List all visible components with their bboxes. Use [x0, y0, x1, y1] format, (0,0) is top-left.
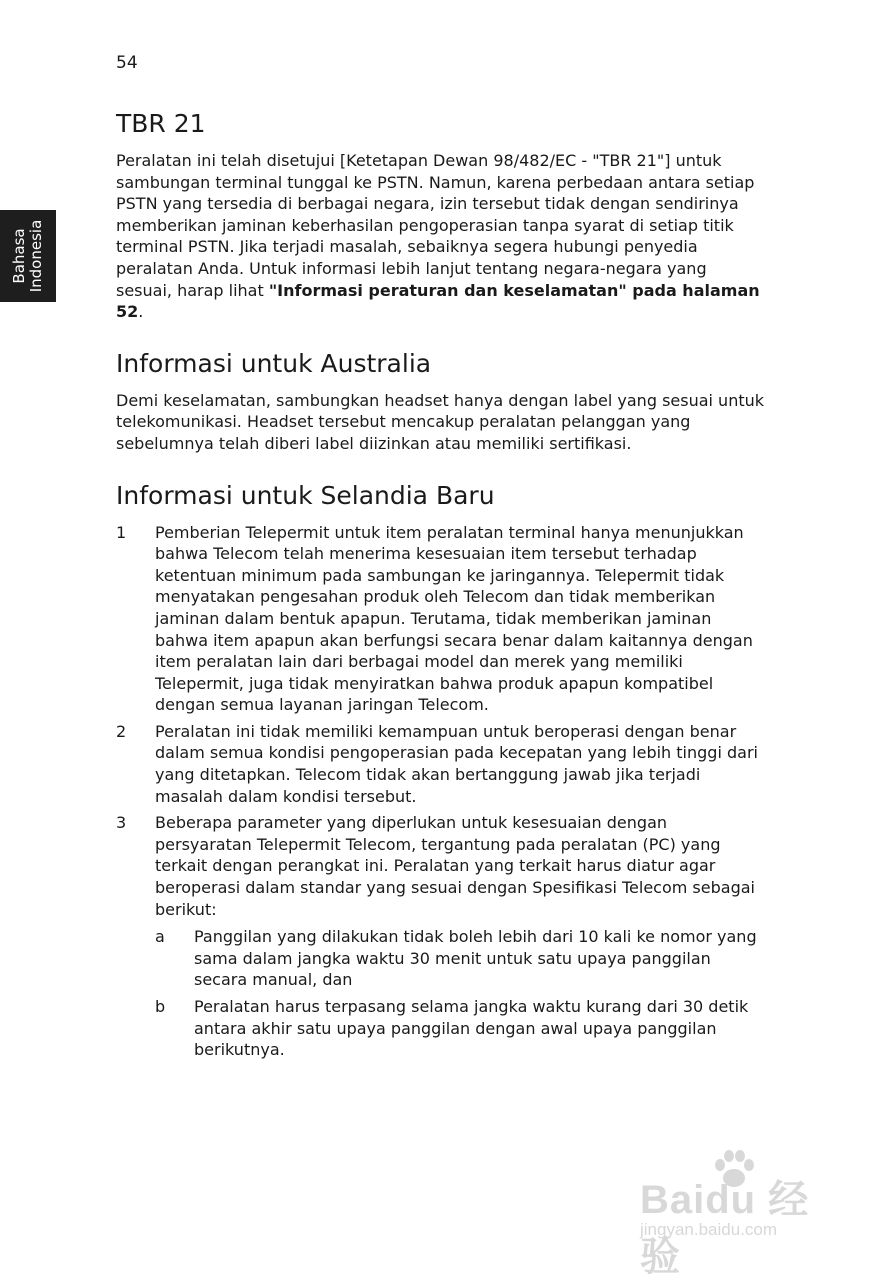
list-item	[116, 812, 764, 1061]
sub-list-item-text: Peralatan harus terpasang selama jangka waktu kurang dari 30 detik antara akhir satu upaya panggilan dengan awal upaya panggilan berikutnya.	[194, 997, 749, 1060]
list-item	[116, 721, 764, 807]
language-side-tab	[0, 210, 56, 302]
section-title-tbr21: TBR 21	[116, 109, 206, 138]
list-item-text: Pemberian Telepermit untuk item peralatan terminal hanya menunjukkan bahwa Telecom telah menerima kesesuaian item tersebut terhadap ketentuan minimum pada sambungan ke jaringannya. Telepermit tidak menyatakan pengesahan produk oleh Telecom dan tidak memberikan jaminan dalam bentuk apapun. Terutama, tidak memberikan jaminan bahwa item apapun akan berfungsi secara benar dalam kaitannya dengan item peralatan lain dari berbagai model dan merek yang memiliki Telepermit, juga tidak menyiratkan bahwa produk apapun kompatibel dengan semua layanan jaringan Telecom.	[155, 522, 753, 715]
side-tab-line-1: Bahasa	[10, 228, 28, 284]
watermark-logo-right: du 经验	[640, 1178, 810, 1279]
page-number: 54	[116, 53, 138, 73]
baidu-watermark	[640, 1148, 850, 1279]
section-title-australia: Informasi untuk Australia	[116, 348, 432, 378]
watermark-url: jingyan.baidu.com	[640, 1220, 778, 1239]
sub-list-item	[155, 926, 764, 991]
sub-list-item	[155, 996, 764, 1061]
side-tab-line-2: Indonesia	[27, 219, 45, 293]
tbr21-text-end: .	[138, 302, 144, 322]
list-item-text: Peralatan ini tidak memiliki kemampuan untuk beroperasi dengan benar dalam semua kondisi pengoperasian pada kecepatan yang lebih tinggi dari yang ditetapkan. Telecom tidak akan bertanggung jawab jika terjadi masalah dalam kondisi tersebut.	[155, 721, 758, 806]
watermark-logo-left: Bai	[640, 1178, 706, 1222]
australia-paragraph: Demi keselamatan, sambungkan headset hanya dengan label yang sesuai untuk telekomunikasi. Headset tersebut mencakup peralatan pelanggan yang sebelumnya telah diberi label diizinkan atau memiliki sertifikasi.	[116, 390, 765, 453]
new-zealand-list	[116, 522, 764, 1061]
list-item-number: 2	[116, 721, 127, 741]
sub-list-item-text: Panggilan yang dilakukan tidak boleh lebih dari 10 kali ke nomor yang sama dalam jangka waktu 30 menit untuk satu upaya panggilan secara manual, dan	[194, 927, 757, 990]
tbr21-text: Peralatan ini telah disetujui [Ketetapan Dewan 98/482/EC - "TBR 21"] untuk sambungan terminal tunggal ke PSTN. Namun, karena perbedaan antara setiap PSTN yang tersedia di berbagai negara, izin tersebut tidak dengan sendirinya memberikan jaminan keberhasilan pengoperasian tanpa syarat di setiap titik terminal PSTN. Jika terjadi masalah, sebaiknya segera hubungi penyedia peralatan Anda. Untuk informasi lebih lanjut tentang negara-negara yang sesuai, harap lihat	[116, 151, 755, 300]
list-item-number: 1	[116, 522, 127, 542]
sub-list	[155, 926, 764, 1061]
list-item-number: 3	[116, 813, 127, 833]
page-content	[116, 108, 764, 1066]
sub-list-item-letter: a	[155, 927, 165, 947]
list-item	[116, 522, 764, 716]
sub-list-item-letter: b	[155, 997, 166, 1016]
tbr21-paragraph	[116, 150, 764, 323]
cross-reference: "Informasi peraturan dan keselamatan" pada halaman 52	[116, 280, 760, 322]
language-side-tab-label	[11, 220, 45, 293]
section-title-new-zealand: Informasi untuk Selandia Baru	[116, 480, 495, 510]
list-item-text: Beberapa parameter yang diperlukan untuk kesesuaian dengan persyaratan Telepermit Telecom, tergantung pada peralatan (PC) yang terkait dengan perangkat ini. Peralatan yang terkait harus diatur agar beroperasi dalam standar yang sesuai dengan Spesifikasi Telecom sebagai berikut:	[155, 813, 755, 919]
